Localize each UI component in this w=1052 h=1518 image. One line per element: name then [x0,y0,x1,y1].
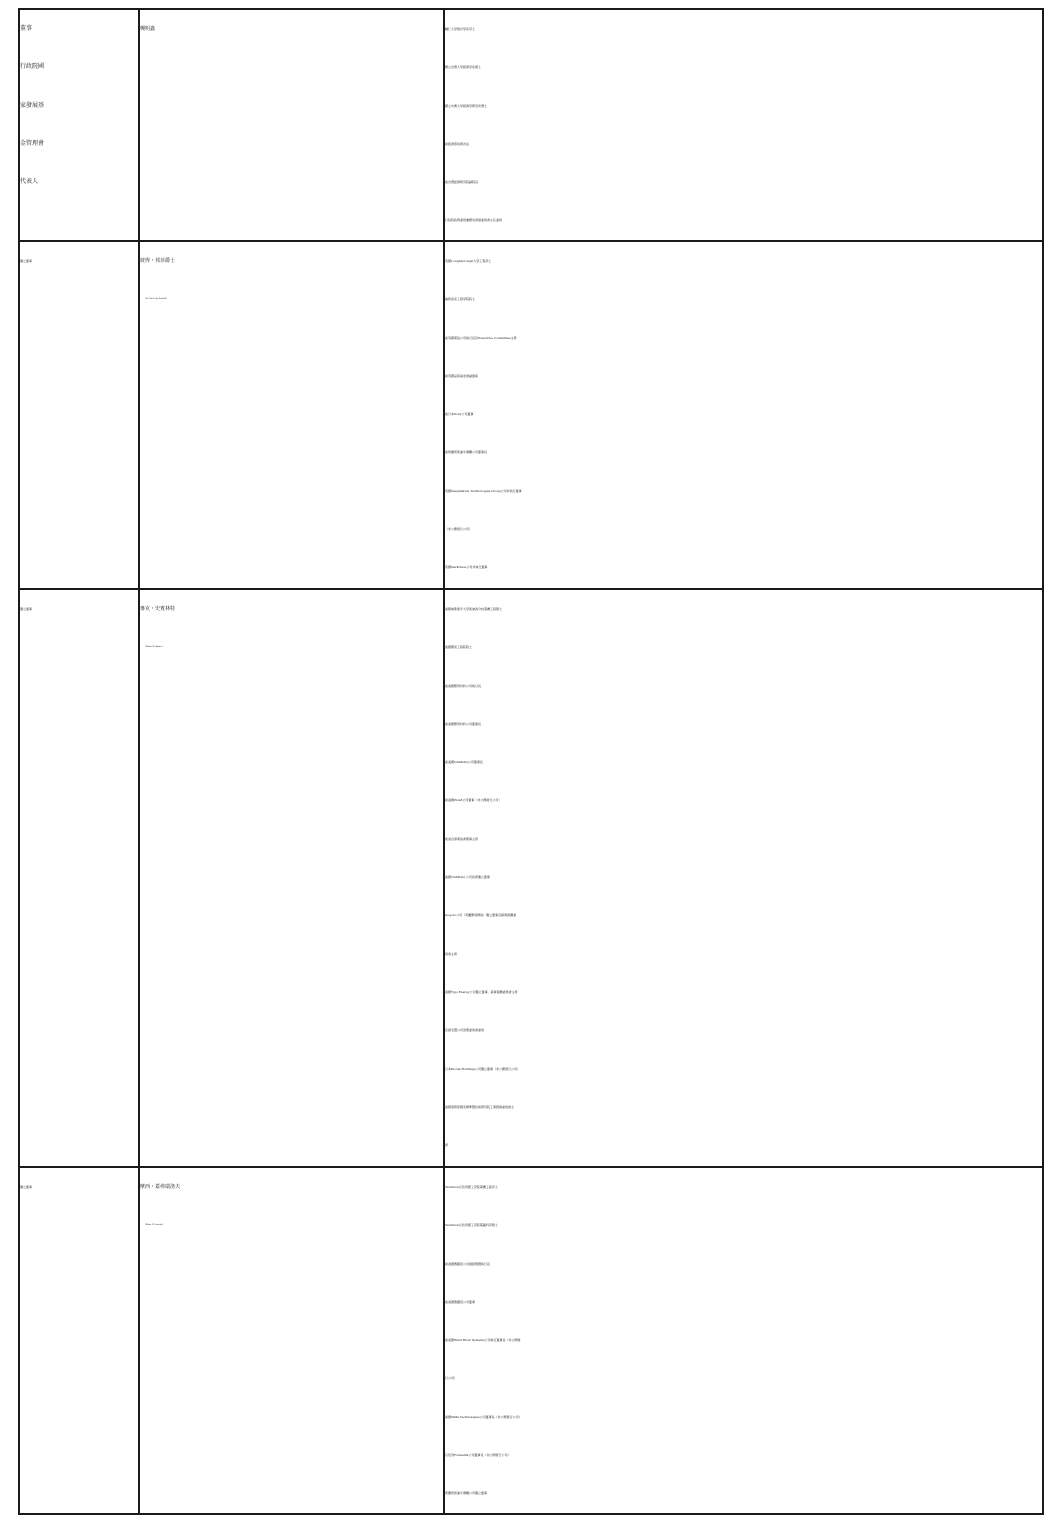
bio-line: 前美國賽靈思公司董事 [445,1299,476,1304]
bio-line: Gogoro公司（英屬開曼群島）獨立董事及薪資報酬委 [445,913,517,918]
bio-line: 荷蘭恩智浦半導體公司獨立董事 [445,1491,488,1496]
name-cell [139,241,444,589]
title-line: 家發展基 [20,101,45,109]
bio-line: （非公開發行公司） [445,527,473,532]
bio-line: 日本Kioxia Holdings公司獨立董事（非公開發行公司） [445,1066,521,1071]
table-row [19,9,1043,241]
name-english: （Michael R. Splinter） [144,646,164,649]
bio-line: 美國國家工程院院士 [445,645,473,650]
table-row [19,1167,1043,1514]
table-row [19,241,1043,589]
bio-line: 前美台商業協會理事主席 [445,836,479,841]
bio-line: 前台灣經濟研究院副院長 [445,180,479,185]
bio-line: 前荷蘭恩智浦半導體公司董事長 [445,450,488,455]
bio-cell [444,241,1043,589]
title-cell [19,9,139,241]
bio-line: 前日本Sony公司董事 [445,412,474,417]
title-line: 董事 [20,25,33,32]
title-line: 行政院國 [20,63,45,71]
bio-cell [444,9,1043,241]
bio-line: 前美國應用材料公司董事長 [445,721,482,726]
title-line: 獨立董事 [20,1185,33,1189]
name-chinese: 摩西・蓋弗瑞洛夫 [140,1184,181,1190]
table-row [19,589,1043,1167]
bio-line: 前美國應用材料公司執行長 [445,683,482,688]
title-cell [19,1167,139,1514]
bio-line: 行公司） [445,1376,458,1381]
bio-cell [444,589,1043,1167]
bio-line: 英國Darktrace公司非執行董事 [445,565,488,570]
title-cell [19,241,139,589]
title-line: 獨立董事 [20,607,33,611]
name-chinese: 彼得・邦菲爵士 [140,258,176,264]
bio-line: 員會主席 [445,951,458,956]
name-english: （Sir Peter Leahy Bonfield） [144,298,168,301]
title-cell [19,589,139,1167]
bio-line: 美國商務部國家標準暨技術研究院工業諮詢委員會主 [445,1104,515,1109]
bio-line: Technion以色列理工學院電腦科學碩士 [445,1223,498,1228]
bio-line: 美國NASDAQ 公司首席獨立董事 [445,875,490,880]
bio-line: 國立中興大學經濟學研究所博士 [445,103,488,108]
name-english: （Moshe N. Gavrielov） [144,1224,165,1227]
bio-line: 席 [445,1143,449,1148]
name-cell [139,9,444,241]
bio-line: 倫敦皇家工程學院院士 [445,297,476,302]
bio-line: 美國SiMa Technologies公司董事長（非公開發行公司） [445,1414,522,1419]
name-cell [139,1167,444,1514]
bio-line: 美國威斯康辛大學麥迪森分校電機工程碩士 [445,607,503,611]
bio-line: 前美國Wind River Systems公司執行董事長（非公開發 [445,1338,521,1343]
bio-line: 及提名暨公司治理委員會委員 [445,1028,485,1033]
bio-line: 前經濟部政務次長 [445,141,470,146]
title-line: 金管理會 [20,139,45,147]
bio-line: 前美國NASDAQ公司董事長 [445,760,483,765]
bio-line: 前英國電信公司執行長及Executive Committee主席 [445,335,517,340]
bio-line: 前美國賽靈思公司總經理暨執行長 [445,1261,491,1266]
bio-line: 前英國品質基金會副總裁 [445,373,479,378]
bio-cell [444,1167,1043,1514]
title-line: 獨立董事 [20,259,33,263]
bio-line: 前美國Pica8公司董事（非公開發行公司） [445,798,502,803]
bio-line: Technion以色列理工學院電機工程學士 [445,1185,498,1189]
bio-line: 國立台灣大學經濟學系碩士 [445,65,482,70]
title-line: 代表人 [20,178,39,186]
bio-line: 行政院政務委員兼國家發展委員會主任委員 [445,218,503,223]
bio-line: 美國Tigo Energy公司獨立董事、薪資報酬委員會主席 [445,989,518,994]
board-table [18,8,1044,1515]
name-chinese: 麥克・史賓林特 [140,606,176,612]
bio-line: 以色列Foretellix公司董事長（非公開發行公司） [445,1453,511,1458]
bio-line: 輔仁大學統計學系學士 [445,27,476,31]
name-cell [139,589,444,1167]
bio-line: 英國Imagination Technologies Group公司非執行董事 [445,488,522,493]
board-table-body [19,9,1043,1514]
name-chinese: 龔明鑫 [140,26,156,32]
bio-line: 英國Loughborough大學工程學士 [445,259,492,263]
